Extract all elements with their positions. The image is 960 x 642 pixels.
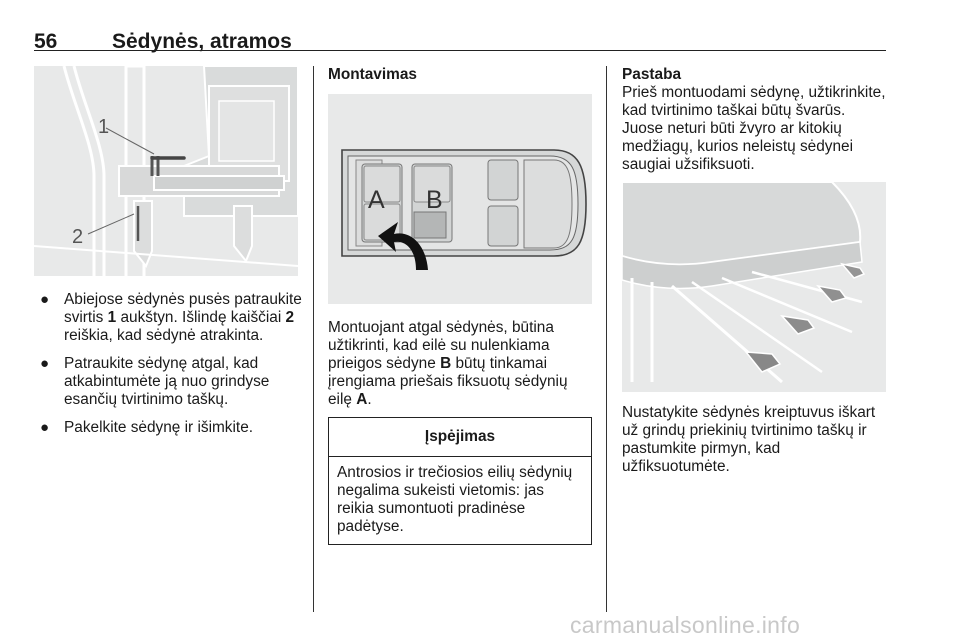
list-item: ● Abiejose sėdynės pusės patraukite svirtis 1 aukštyn. Išlindę kaiščiai 2 reiškia, kad sėdynė atrakinta. [40, 291, 302, 344]
seat-label-a: A [368, 186, 385, 214]
seat-latch-figure [34, 66, 298, 276]
bullet-icon: ● [40, 291, 50, 308]
note-block [622, 66, 886, 174]
bullet-icon: ● [40, 419, 50, 436]
vehicle-layout-figure [328, 94, 592, 304]
header-rule [34, 50, 886, 51]
seat-rails-illustration [622, 182, 886, 392]
guide-paragraph: Nustatykite sėdynės kreiptuvus iškart už grindų priekinių tvirtinimo taškų ir pastumkite pirmyn, kad užfiksuotumėte. [622, 404, 876, 475]
warning-body: Antrosios ir trečiosios eilių sėdynių negalima sukeisti vietomis: jas reikia sumontuoti pradinėse padėtyse. [337, 464, 573, 535]
page-title: Sėdynės, atramos [112, 30, 292, 53]
bullet-icon: ● [40, 355, 50, 372]
column-divider-2 [606, 66, 607, 612]
seat-rails-figure [622, 182, 886, 392]
list-item: ● Patraukite sėdynę atgal, kad atkabintumėte ją nuo grindyse esančių tvirtinimo taškų. [40, 355, 270, 408]
list-item: ● Pakelkite sėdynę ir išimkite. [40, 419, 254, 436]
note-title: Pastaba [622, 66, 682, 83]
warning-title: Įspėjimas [329, 418, 591, 457]
callout-1: 1 [98, 116, 110, 138]
page-number: 56 [34, 30, 58, 53]
installation-paragraph: Montuojant atgal sėdynės, būtina užtikrinti, kad eilė su nulenkiama prieigos sėdyne B būtų tinkamai įrengiama priešais fiksuotų sėdynių eilę A. [328, 319, 568, 408]
note-body: Prieš montuodami sėdynę, užtikrinkite, kad tvirtinimo taškai būtų švarūs. Juose neturi būti žvyro ar kitokių medžiagų, kurios neleistų sėdynei saugiai užsifiksuoti. [622, 84, 886, 173]
watermark: carmanualsonline.info [570, 612, 801, 638]
column-divider-1 [313, 66, 314, 612]
section-heading: Montavimas [328, 66, 417, 83]
instruction-list [34, 291, 304, 447]
warning-box [328, 417, 592, 545]
callout-2: 2 [72, 226, 84, 248]
seat-label-b: B [426, 186, 443, 214]
